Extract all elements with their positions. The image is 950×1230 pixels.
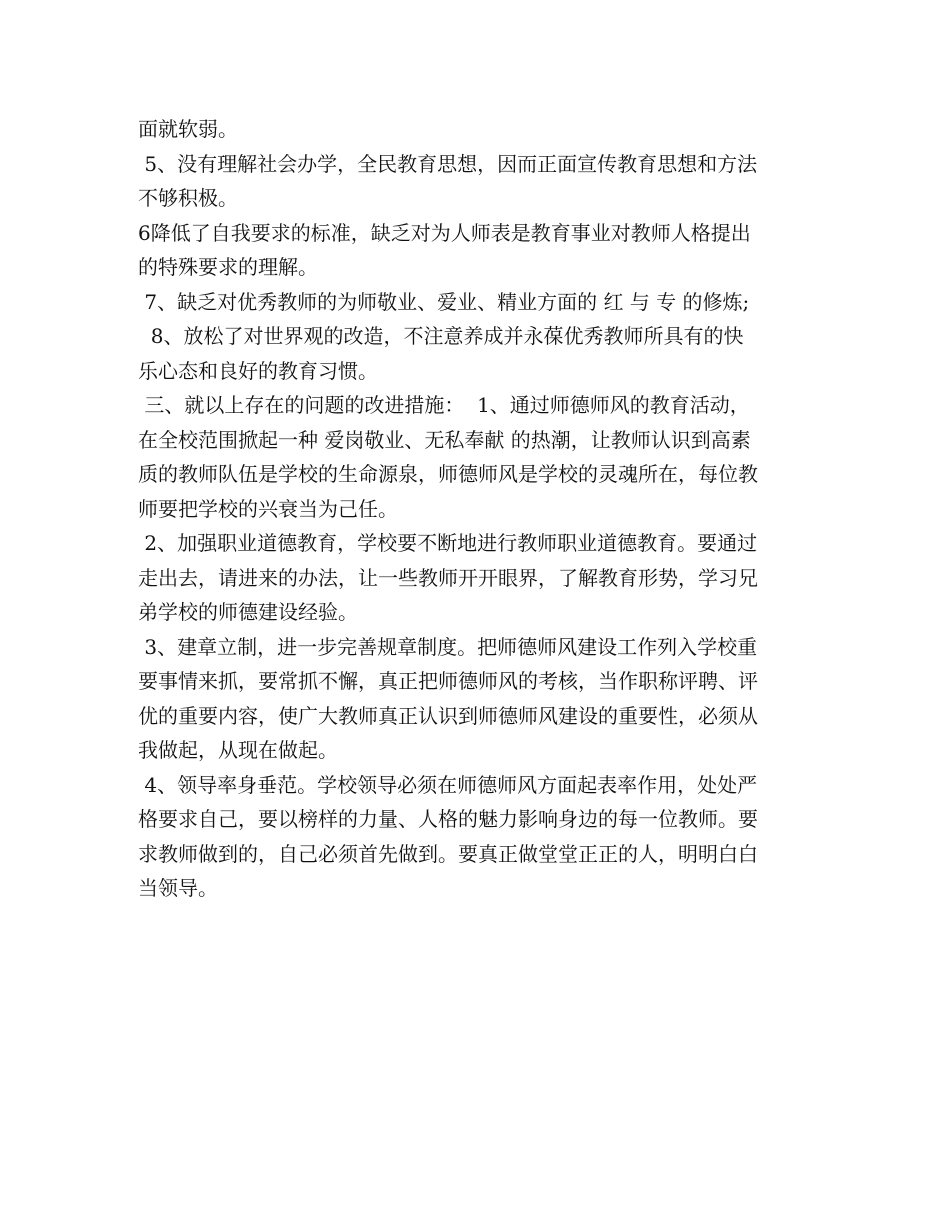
- text-line: 6降低了自我要求的标准，缺乏对为人师表是教育事业对教师人格提出: [138, 220, 751, 245]
- text-line: 2、加强职业道德教育，学校要不断地进行教师职业道德教育。要通过: [138, 531, 758, 555]
- text-line: 我做起，从现在做起。: [138, 738, 338, 762]
- text-line: 乐心态和良好的教育习惯。: [138, 358, 378, 383]
- text-line: 质的教师队伍是学校的生命源泉，师德师风是学校的灵魂所在，每位教: [138, 462, 758, 486]
- text-line: 要事情来抓，要常抓不懈，真正把师德师风的考核，当作职称评聘、评: [138, 669, 758, 693]
- text-line: 三、就以上存在的问题的改进措施： 1、通过师德师风的教育活动，: [138, 393, 750, 417]
- text-line: 3、建章立制，进一步完善规章制度。把师德师风建设工作列入学校重: [138, 634, 758, 659]
- text-line: 师要把学校的兴衰当为己任。: [138, 496, 398, 521]
- text-line: 7、缺乏对优秀教师的为师敬业、爱业、精业方面的 红 与 专 的修炼;: [138, 289, 750, 314]
- text-line: 在全校范围掀起一种 爱岗敬业、无私奉献 的热潮，让教师认识到高素: [138, 427, 751, 452]
- text-line: 不够积极。: [138, 186, 238, 210]
- text-line: 格要求自己，要以榜样的力量、人格的魅力影响身边的每一位教师。要: [138, 807, 758, 831]
- text-line: 4、领导率身垂范。学校领导必须在师德师风方面起表率作用，处处严: [138, 772, 758, 797]
- text-line: 优的重要内容，使广大教师真正认识到师德师风建设的重要性，必须从: [138, 703, 758, 728]
- text-line: 5、没有理解社会办学，全民教育思想，因而正面宣传教育思想和方法: [138, 151, 758, 176]
- text-line: 求教师做到的，自己必须首先做到。要真正做堂堂正正的人，明明白白: [138, 841, 758, 866]
- text-line: 弟学校的师德建设经验。: [138, 600, 358, 624]
- text-line: 8、放松了对世界观的改造，不注意养成并永葆优秀教师所具有的快: [138, 324, 744, 348]
- document-body: [138, 112, 828, 906]
- text-line: 面就软弱。: [138, 117, 238, 141]
- text-line: 当领导。: [138, 876, 218, 900]
- text-line: 的特殊要求的理解。: [138, 255, 318, 279]
- text-line: 走出去，请进来的办法，让一些教师开开眼界，了解教育形势，学习兄: [138, 565, 758, 590]
